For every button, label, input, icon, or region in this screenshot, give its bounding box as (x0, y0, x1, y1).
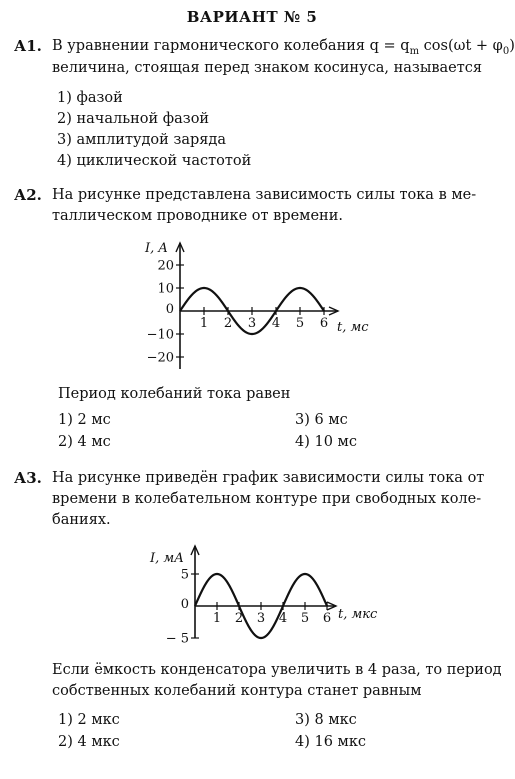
a2-axes (176, 243, 338, 369)
a3-option-2[interactable]: 2) 4 мкс (58, 734, 120, 750)
a2-option-4[interactable]: 4) 10 мс (295, 434, 357, 450)
a2-option-3[interactable]: 3) 6 мс (295, 412, 348, 428)
a2-ytick-label: 0 (165, 302, 174, 317)
a3-x-axis-label: t, мкс (338, 607, 378, 622)
a2-y-axis-label: I, A (145, 241, 168, 256)
a3-xtick-label: 5 (300, 611, 310, 626)
question-a2-line1: На рисунке представлена зависимость силы тока в ме- (52, 187, 477, 203)
question-a3-line3: баниях. (52, 512, 111, 528)
a3-ytick-label: 0 (180, 597, 189, 612)
question-a1-number: А1. (14, 37, 42, 55)
a2-xtick-label: 2 (223, 316, 233, 331)
a2-option-2[interactable]: 2) 4 мс (58, 434, 111, 450)
a3-option-4[interactable]: 4) 16 мкс (295, 734, 367, 750)
a2-xtick-label: 1 (199, 316, 209, 331)
question-a2-question: Период колебаний тока равен (58, 386, 291, 402)
question-a1-sub-m: m (409, 45, 420, 57)
question-a3-line1: На рисунке приведён график зависимости силы тока от (52, 470, 485, 486)
a2-xtick-label: 6 (319, 316, 329, 331)
a2-option-1[interactable]: 1) 2 мс (58, 412, 111, 428)
a2-ytick-label: 20 (157, 258, 174, 274)
question-a2-line2: таллическом проводнике от времени. (52, 208, 343, 224)
a1-option-3[interactable]: 3) амплитудой заряда (57, 132, 226, 148)
page-title: ВАРИАНТ № 5 (186, 8, 318, 26)
a2-ytick-label: 10 (157, 281, 174, 297)
question-a3-number: А3. (14, 469, 42, 487)
a2-xtick-label: 4 (271, 316, 281, 331)
a2-xtick-label: 5 (295, 316, 305, 331)
a3-xtick-label: 6 (322, 611, 332, 626)
a3-xtick-label: 3 (256, 611, 266, 626)
a3-xtick-label: 2 (234, 611, 244, 626)
a1-option-4[interactable]: 4) циклической частотой (57, 153, 252, 169)
a2-current-chart (135, 235, 375, 375)
a2-ticks (147, 259, 329, 366)
a1-option-2[interactable]: 2) начальной фазой (57, 111, 210, 127)
a3-ytick-label: − 5 (165, 631, 189, 647)
a1-option-1[interactable]: 1) фазой (57, 90, 123, 106)
a2-ytick-label: −10 (146, 327, 174, 343)
question-a1-line2: величина, стоящая перед знаком косинуса, называется (52, 60, 483, 76)
a3-xtick-label: 1 (212, 611, 222, 626)
a2-ytick-label: −20 (146, 350, 174, 366)
a3-current-chart (150, 540, 410, 645)
a2-x-axis-label: t, мс (337, 320, 369, 335)
question-a1-sub-0: 0 (502, 45, 510, 57)
question-a1-line1: В уравнении гармонического колебания q = q (52, 38, 410, 54)
a3-xtick-label: 4 (278, 611, 288, 626)
a3-ytick-label: 5 (180, 567, 189, 583)
question-a3-question-line2: собственных колебаний контура станет равным (52, 683, 422, 699)
a3-option-3[interactable]: 3) 8 мкс (295, 712, 357, 728)
a3-y-axis-label: I, мА (150, 551, 185, 566)
question-a3-line2: времени в колебательном контуре при свободных коле- (52, 491, 482, 507)
question-a3-question-line1: Если ёмкость конденсатора увеличить в 4 раза, то период (52, 662, 502, 678)
a2-xtick-label: 3 (247, 316, 257, 331)
a3-ticks (166, 568, 331, 647)
question-a1-line1-close: ) (509, 38, 515, 54)
a3-option-1[interactable]: 1) 2 мкс (58, 712, 120, 728)
question-a2-number: А2. (14, 186, 42, 204)
question-a1-line1-end: cos(ωt + φ (419, 38, 503, 54)
